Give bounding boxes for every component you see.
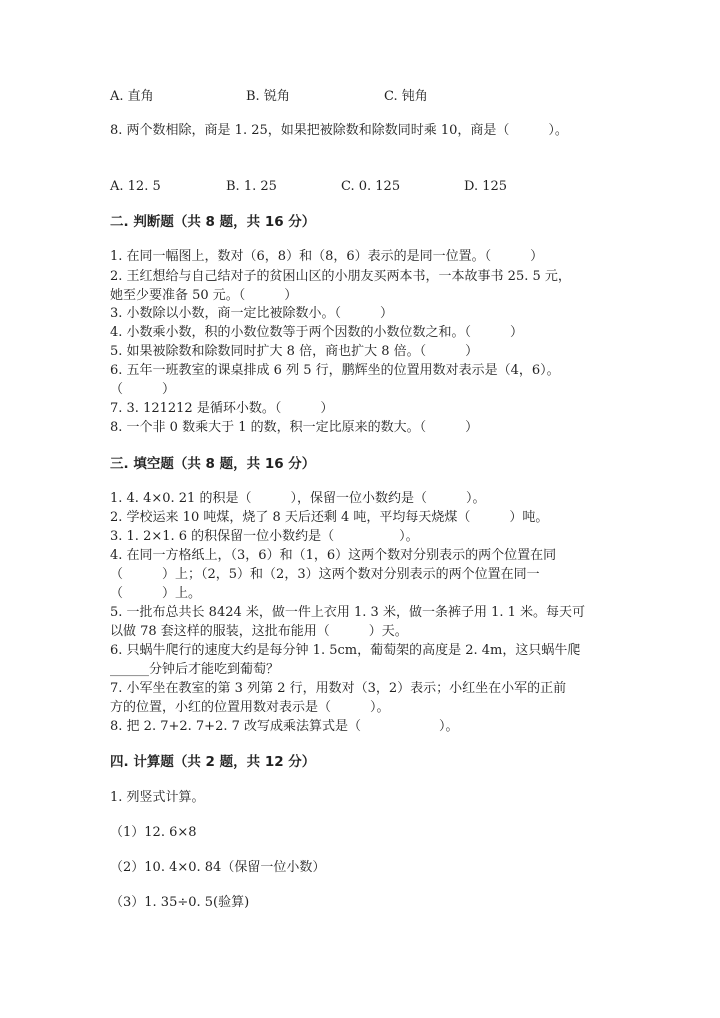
fill-blank-line: ______分钟后才能吃到葡萄？ xyxy=(110,662,280,677)
calc-item: （2）10. 4×0. 84（保留一位小数） xyxy=(110,860,326,875)
judgement-line: 8. 一个非 0 数乘大于 1 的数，积一定比原来的数大。（ ） xyxy=(110,420,479,435)
fill-blank-line: （ ）上；（2，5）和（2，3）这两个数对分别表示的两个位置在同一 xyxy=(110,567,540,582)
judgement-line: 1. 在同一幅图上，数对（6，8）和（8，6）表示的是同一位置。（ ） xyxy=(110,249,544,264)
judgement-line: 5. 如果被除数和除数同时扩大 8 倍，商也扩大 8 倍。（ ） xyxy=(110,344,479,359)
q7-option-c: C. 钝角 xyxy=(384,89,428,104)
q8-text: 8. 两个数相除，商是 1. 25，如果把被除数和除数同时乘 10，商是（ ）。 xyxy=(110,123,568,138)
fill-blank-line: 1. 4. 4×0. 21 的积是（ ），保留一位小数约是（ ）。 xyxy=(110,491,486,506)
judgement-line: 6. 五年一班教室的课桌排成 6 列 5 行，鹏辉坐的位置用数对表示是（4，6）。 xyxy=(110,363,560,378)
judgement-line: 她至少要准备 50 元。（ ） xyxy=(110,288,298,303)
section-title-fill-blank: 三. 填空题（共 8 题，共 16 分） xyxy=(110,456,316,472)
fill-blank-line: 以做 78 套这样的服装，这批布能用（ ）天。 xyxy=(110,624,408,639)
fill-blank-line: 8. 把 2. 7+2. 7+2. 7 改写成乘法算式是（ ）。 xyxy=(110,719,459,734)
section-title-calculation: 四. 计算题（共 2 题，共 12 分） xyxy=(110,754,316,770)
fill-blank-line: 7. 小军坐在教室的第 3 列第 2 行，用数对（3，2）表示；小红坐在小军的正前 xyxy=(110,681,567,696)
fill-blank-line: 6. 只蜗牛爬行的速度大约是每分钟 1. 5cm，葡萄架的高度是 2. 4m，这只蜗牛爬 xyxy=(110,643,581,658)
calc-item: （1）12. 6×8 xyxy=(110,825,197,840)
q8-option-b: B. 1. 25 xyxy=(226,179,277,194)
fill-blank-line: 5. 一批布总共长 8424 米，做一件上衣用 1. 3 米，做一条裤子用 1. 1 米。每天可 xyxy=(110,605,586,620)
judgement-line: （ ） xyxy=(110,382,176,397)
calc-question: 1. 列竖式计算。 xyxy=(110,790,205,805)
judgement-line: 4. 小数乘小数，积的小数位数等于两个因数的小数位数之和。（ ） xyxy=(110,325,524,340)
section-title-judgement: 二. 判断题（共 8 题，共 16 分） xyxy=(110,214,316,230)
fill-blank-line: 4. 在同一方格纸上，（3，6）和（1，6）这两个数对分别表示的两个位置在同 xyxy=(110,548,557,563)
fill-blank-line: 方的位置，小红的位置用数对表示是（ ）。 xyxy=(110,700,390,715)
judgement-line: 3. 小数除以小数，商一定比被除数小。（ ） xyxy=(110,306,394,321)
q8-option-d: D. 125 xyxy=(464,179,508,194)
judgement-line: 2. 王红想给与自己结对子的贫困山区的小朋友买两本书，一本故事书 25. 5 元， xyxy=(110,269,571,284)
q7-option-a: A. 直角 xyxy=(110,89,154,104)
q8-option-a: A. 12. 5 xyxy=(110,179,161,194)
fill-blank-line: 3. 1. 2×1. 6 的积保留一位小数约是（ ）。 xyxy=(110,529,419,544)
q7-option-b: B. 锐角 xyxy=(246,89,290,104)
judgement-line: 7. 3. 121212 是循环小数。（ ） xyxy=(110,401,334,416)
fill-blank-line: 2. 学校运来 10 吨煤，烧了 8 天后还剩 4 吨，平均每天烧煤（ ）吨。 xyxy=(110,510,549,525)
q8-option-c: C. 0. 125 xyxy=(341,179,401,194)
calc-item: （3）1. 35÷0. 5(验算) xyxy=(110,895,250,910)
fill-blank-line: （ ）上。 xyxy=(110,586,202,601)
